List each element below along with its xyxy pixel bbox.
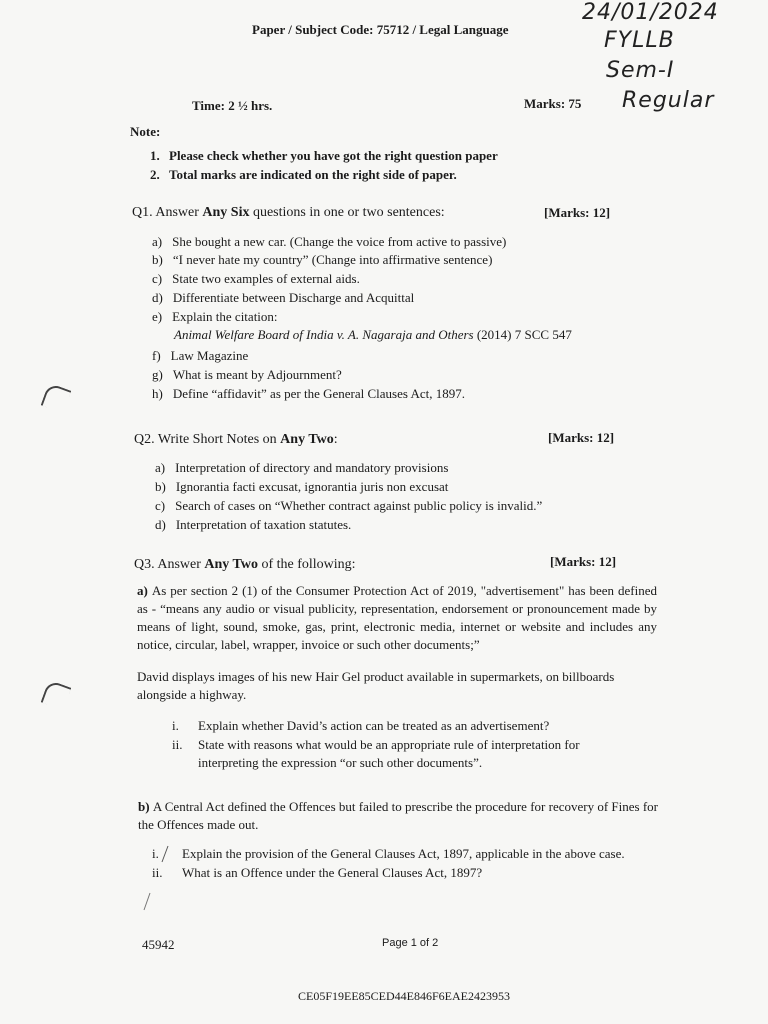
- handwritten-date: 24/01/2024: [582, 0, 719, 25]
- sub-item-text: State with reasons what would be an appropriate rule of interpretation for: [198, 737, 580, 752]
- item-label: b): [152, 252, 163, 267]
- q2-item: [155, 460, 448, 476]
- q2-heading: [134, 432, 338, 448]
- sub-item-text: Explain the provision of the General Clauses Act, 1897, applicable in the above case.: [182, 846, 625, 861]
- handwritten-semester: Sem-I: [606, 58, 675, 83]
- q3-heading: [134, 557, 356, 573]
- handwritten-type: Regular: [622, 88, 715, 113]
- punch-hole: [41, 383, 72, 414]
- q3a-text: As per section 2 (1) of the Consumer Protection Act of 2019, "advertisement" has been defined as - “means any audio or visual publicity, representation, endorsement or pronouncement made by means of light, sound, smoke, gas, print, electronic media, internet or website and includes any notice, circular, label, wrapper, invoice or such other documents;”: [137, 583, 658, 652]
- item-label: a): [152, 234, 163, 249]
- note-item-text: Please check whether you have got the right question paper: [169, 148, 498, 163]
- q1-heading-suffix: questions in one or two sentences:: [249, 205, 445, 220]
- item-label: g): [152, 367, 163, 382]
- citation-case-name: Animal Welfare Board of India v. A. Nagaraja and Others: [174, 327, 474, 342]
- q2-marks: [Marks: 12]: [548, 430, 615, 445]
- item-text: Interpretation of taxation statutes.: [175, 517, 352, 532]
- q1-item: [152, 290, 414, 306]
- item-label: f): [152, 348, 161, 363]
- note-item: [150, 148, 498, 164]
- item-text: Explain the citation:: [172, 309, 278, 324]
- q1-item: [152, 309, 278, 325]
- sub-item-text: Explain whether David’s action can be treated as an advertisement?: [198, 718, 550, 733]
- note-item-number: 1.: [150, 148, 160, 163]
- q3-heading-prefix: Q3. Answer: [134, 557, 205, 572]
- q3b-sub-item: [152, 846, 625, 862]
- item-label: a): [155, 460, 166, 475]
- q2-heading-prefix: Q2. Write Short Notes on: [134, 432, 281, 447]
- q2-item: [155, 498, 542, 514]
- punch-hole: [41, 680, 72, 711]
- item-label: b): [155, 479, 166, 494]
- q2-item: [155, 517, 351, 533]
- item-text: Search of cases on “Whether contract against public policy is invalid.”: [175, 498, 543, 513]
- item-label: c): [155, 498, 166, 513]
- document-hash: CE05F19EE85CED44E846F6EAE2423953: [298, 989, 510, 1003]
- q1-item: [152, 348, 248, 364]
- sub-item-label: ii.: [172, 737, 183, 752]
- q3b-paragraph: [138, 798, 658, 834]
- paper-code: Paper / Subject Code: 75712 / Legal Language: [252, 22, 509, 37]
- paper-number: 45942: [142, 937, 175, 952]
- q1-item: [152, 252, 492, 268]
- page-number: Page 1 of 2: [382, 937, 439, 949]
- q3a-case: David displays images of his new Hair Gel product available in supermarkets, on billboards alongside a highway.: [137, 669, 615, 702]
- q3b-sub-item: [152, 865, 482, 881]
- item-label: e): [152, 309, 163, 324]
- q3-heading-suffix: of the following:: [257, 557, 356, 572]
- q3a-sub-item-continued: interpreting the expression “or such other documents”.: [198, 755, 483, 770]
- q1-citation: [174, 327, 572, 343]
- q3a-sub-item: [172, 737, 580, 753]
- sub-item-label: ii.: [152, 865, 163, 880]
- note-item-number: 2.: [150, 167, 160, 182]
- q3b-text: A Central Act defined the Offences but failed to prescribe the procedure for recovery of Fines for the Offences made out.: [138, 799, 659, 832]
- q3-marks: [Marks: 12]: [550, 554, 617, 569]
- q2-heading-bold: Any Two: [280, 432, 334, 447]
- item-text: Differentiate between Discharge and Acquittal: [172, 290, 415, 305]
- note-heading: Note:: [130, 124, 161, 139]
- q1-heading-prefix: Q1. Answer: [132, 205, 203, 220]
- handwritten-course: FYLLB: [604, 28, 675, 53]
- item-label: d): [152, 290, 163, 305]
- time-label: Time: 2 ½ hrs.: [192, 98, 273, 113]
- q2-item: [155, 479, 448, 495]
- note-item: [150, 167, 457, 183]
- q3-heading-bold: Any Two: [204, 557, 258, 572]
- item-label: c): [152, 271, 163, 286]
- sub-item-label: i.: [152, 846, 159, 861]
- q3b-label: b): [138, 799, 150, 814]
- marks-label: Marks: 75: [524, 96, 582, 111]
- item-text: Define “affidavit” as per the General Clauses Act, 1897.: [172, 386, 465, 401]
- sub-item-text: What is an Offence under the General Clauses Act, 1897?: [182, 865, 483, 880]
- sub-item-label: i.: [172, 718, 179, 733]
- q3a-label: a): [137, 583, 148, 598]
- q1-item: [152, 386, 465, 402]
- q1-item: [152, 367, 342, 383]
- q3a-paragraph: [137, 582, 657, 654]
- citation-reference: (2014) 7 SCC 547: [473, 327, 572, 342]
- item-text: Interpretation of directory and mandatory provisions: [175, 460, 449, 475]
- item-text: Ignorantia facti excusat, ignorantia juris non excusat: [175, 479, 449, 494]
- q1-item: [152, 271, 360, 287]
- item-label: d): [155, 517, 166, 532]
- q3a-sub-item: [172, 718, 549, 734]
- note-item-text: Total marks are indicated on the right side of paper.: [169, 167, 457, 182]
- item-text: “I never hate my country” (Change into affirmative sentence): [172, 252, 493, 267]
- q1-marks: [Marks: 12]: [544, 205, 611, 220]
- item-text: What is meant by Adjournment?: [172, 367, 342, 382]
- q2-heading-suffix: :: [333, 432, 338, 447]
- item-text: State two examples of external aids.: [172, 271, 360, 286]
- item-text: She bought a new car. (Change the voice from active to passive): [172, 234, 507, 249]
- q1-heading-bold: Any Six: [202, 205, 250, 220]
- pen-mark: [140, 838, 190, 918]
- q1-heading: [132, 205, 445, 221]
- item-text: Law Magazine: [170, 348, 249, 363]
- item-label: h): [152, 386, 163, 401]
- q1-item: [152, 234, 506, 250]
